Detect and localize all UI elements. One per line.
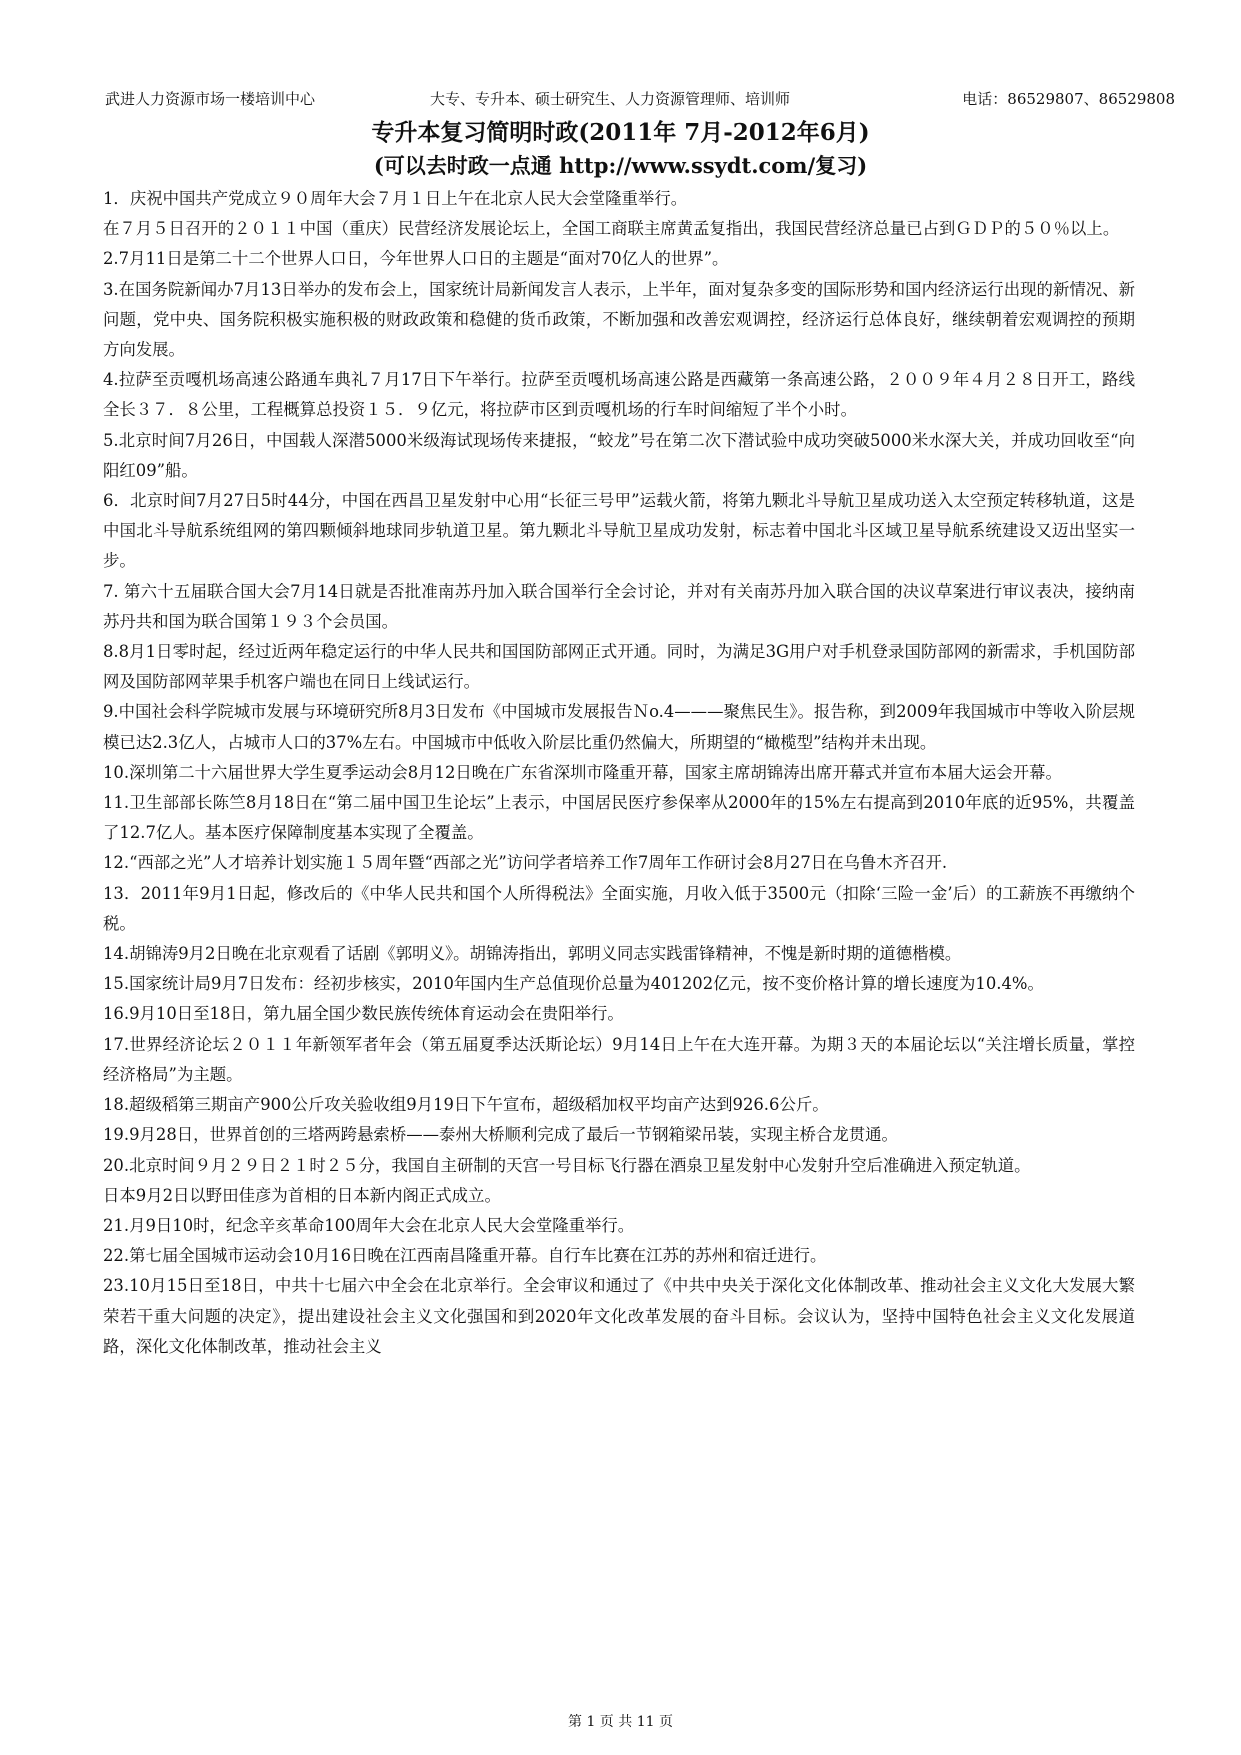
paragraph: 2.7月11日是第二十二个世界人口日，今年世界人口日的主题是“面对70亿人的世界”。 <box>103 249 729 269</box>
paragraph: 19.9月28日，世界首创的三塔两跨悬索桥——泰州大桥顺利完成了最后一节钢箱梁吊装，实现主桥合龙贯通。 <box>103 1125 898 1145</box>
paragraph: 20.北京时间９月２９日２１时２５分，我国自主研制的天宫一号目标飞行器在酒泉卫星发射中心发射升空后准确进入预定轨道。 <box>103 1155 1031 1175</box>
paragraph: 21.月9日10时，纪念辛亥革命100周年大会在北京人民大会堂隆重举行。 <box>103 1215 635 1235</box>
paragraph: 4.拉萨至贡嘎机场高速公路通车典礼７月17日下午举行。拉萨至贡嘎机场高速公路是西藏第一条高速公路，２００９年４月２８日开工，路线全长３７．８公里，工程概算总投资１５．９亿元，将拉萨市区到贡嘎机场的行车时间缩短了半个小时。 <box>103 370 1135 420</box>
page-footer: 第 1 页 共 11 页 <box>568 1714 673 1730</box>
paragraph: 12.“西部之光”人才培养计划实施１５周年暨“西部之光”访问学者培养工作7周年工作研讨会8月27日在乌鲁木齐召开. <box>103 853 948 873</box>
paragraph: 10.深圳第二十六届世界大学生夏季运动会8月12日晚在广东省深圳市隆重开幕，国家主席胡锦涛出席开幕式并宣布本届大运会开幕。 <box>103 762 1062 782</box>
paragraph: 14.胡锦涛9月2日晚在北京观看了话剧《郭明义》。胡锦涛指出，郭明义同志实践雷锋精神，不愧是新时期的道德楷模。 <box>103 944 962 964</box>
paragraph: 5.北京时间7月26日，中国载人深潜5000米级海试现场传来捷报，“蛟龙”号在第二次下潜试验中成功突破5000米水深大关，并成功回收至“向阳红09”船。 <box>103 430 1135 480</box>
page-header <box>95 88 1175 114</box>
paragraph: 16.9月10日至18日，第九届全国少数民族传统体育运动会在贵阳举行。 <box>103 1004 624 1024</box>
header-phone: 电话：86529807、86529808 <box>962 90 1175 108</box>
paragraph: 8.8月1日零时起，经过近两年稳定运行的中华人民共和国国防部网正式开通。同时，为满足3G用户对手机登录国防部网的新需求，手机国防部网及国防部网苹果手机客户端也在同日上线试运行。 <box>103 642 1135 692</box>
header-organization: 武进人力资源市场一楼培训中心 <box>105 90 316 108</box>
paragraph: 在７月５日召开的２０１１中国（重庆）民营经济发展论坛上，全国工商联主席黄孟复指出，我国民营经济总量已占到ＧＤＰ的５０％以上。 <box>103 219 1120 239</box>
paragraph: 日本9月2日以野田佳彦为首相的日本新内阁正式成立。 <box>103 1185 501 1205</box>
document-title: 专升本复习简明时政(2011年 7月-2012年6月) <box>371 119 870 146</box>
paragraph: 18.超级稻第三期亩产900公斤攻关验收组9月19日下午宣布，超级稻加权平均亩产达到926.6公斤。 <box>103 1095 829 1115</box>
paragraph: 11.卫生部部长陈竺8月18日在“第二届中国卫生论坛”上表示，中国居民医疗参保率从2000年的15%左右提高到2010年底的近95%，共覆盖了12.7亿人。基本医疗保障制度基本实现了全覆盖。 <box>103 793 1135 843</box>
paragraph: 6．北京时间7月27日5时44分，中国在西昌卫星发射中心用“长征三号甲”运载火箭，将第九颗北斗导航卫星成功送入太空预定转移轨道，这是中国北斗导航系统组网的第四颗倾斜地球同步轨道卫星。第九颗北斗导航卫星成功发射，标志着中国北斗区域卫星导航系统建设又迈出坚实一步。 <box>103 491 1135 571</box>
paragraph: 7. 第六十五届联合国大会7月14日就是否批准南苏丹加入联合国举行全会讨论，并对有关南苏丹加入联合国的决议草案进行审议表决，接纳南苏丹共和国为联合国第１９３个会员国。 <box>103 581 1135 631</box>
paragraph: 13．2011年9月1日起，修改后的《中华人民共和国个人所得税法》全面实施，月收入低于3500元（扣除‘三险一金’后）的工薪族不再缴纳个税。 <box>103 883 1135 933</box>
header-courses: 大专、专升本、硕士研究生、人力资源管理师、培训师 <box>430 90 791 108</box>
paragraph: 22.第七届全国城市运动会10月16日晚在江西南昌隆重开幕。自行车比赛在江苏的苏州和宿迁进行。 <box>103 1246 827 1266</box>
paragraph: 3.在国务院新闻办7月13日举办的发布会上，国家统计局新闻发言人表示，上半年，面对复杂多变的国际形势和国内经济运行出现的新情况、新问题，党中央、国务院积极实施积极的财政政策和稳健的货币政策，不断加强和改善宏观调控，经济运行总体良好，继续朝着宏观调控的预期方向发展。 <box>103 279 1135 360</box>
document-subtitle: (可以去时政一点通 http://www.ssydt.com/复习) <box>373 153 868 178</box>
paragraph: 1．庆祝中国共产党成立９０周年大会７月１日上午在北京人民大会堂隆重举行。 <box>103 189 688 208</box>
document-body <box>103 184 1135 1709</box>
paragraph: 17.世界经济论坛２０１１年新领军者年会（第五届夏季达沃斯论坛）9月14日上午在大连开幕。为期３天的本届论坛以“关注增长质量，掌控经济格局”为主题。 <box>103 1034 1135 1084</box>
paragraph: 9.中国社会科学院城市发展与环境研究所8月3日发布《中国城市发展报告Ｎo.4———聚焦民生》。报告称，到2009年我国城市中等收入阶层规模已达2.3亿人，占城市人口的37%左右。中国城市中低收入阶层比重仍然偏大，所期望的“橄榄型”结构并未出现。 <box>103 702 1135 752</box>
paragraph: 23.10月15日至18日，中共十七届六中全会在北京举行。全会审议和通过了《中共中央关于深化文化体制改革、推动社会主义文化大发展大繁荣若干重大问题的决定》，提出建设社会主义文化强国和到2020年文化改革发展的奋斗目标。会议认为，坚持中国特色社会主义文化发展道路，深化文化体制改革，推动社会主义 <box>103 1276 1135 1356</box>
paragraph: 15.国家统计局9月7日发布：经初步核实，2010年国内生产总值现价总量为401202亿元，按不变价格计算的增长速度为10.4%。 <box>103 974 1044 994</box>
